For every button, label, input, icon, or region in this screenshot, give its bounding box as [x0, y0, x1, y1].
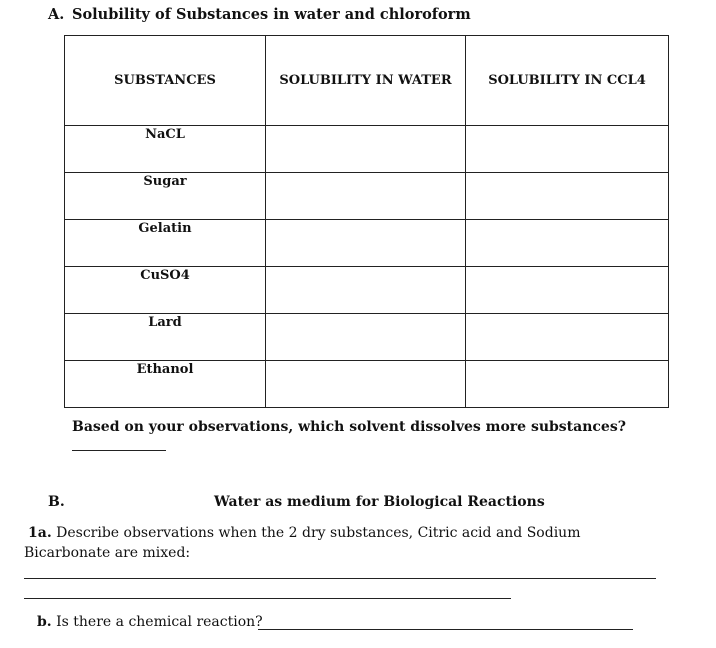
- section-b-number: B.: [48, 494, 65, 510]
- answer-line-solvent[interactable]: [72, 450, 166, 451]
- question-1a-label: 1a.: [28, 525, 52, 541]
- section-a-title: [48, 6, 471, 23]
- header-substances: SUBSTANCES: [65, 36, 266, 126]
- ccl4-solubility-cell[interactable]: [466, 220, 669, 267]
- ccl4-solubility-cell[interactable]: [466, 126, 669, 173]
- ccl4-solubility-cell[interactable]: [466, 173, 669, 220]
- ccl4-solubility-cell[interactable]: [466, 314, 669, 361]
- answer-line-1a[interactable]: [24, 578, 656, 579]
- substance-cell: NaCL: [65, 126, 266, 173]
- answer-line-1a-continued[interactable]: [24, 598, 511, 599]
- substance-cell: Gelatin: [65, 220, 266, 267]
- header-solubility-ccl4: SOLUBILITY IN CCL4: [466, 36, 669, 126]
- table-header-row: [65, 36, 669, 126]
- table-row: [65, 361, 669, 408]
- water-solubility-cell[interactable]: [266, 314, 466, 361]
- table-row: [65, 220, 669, 267]
- question-1b-label: b.: [37, 614, 52, 630]
- question-1b-text: Is there a chemical reaction?: [56, 614, 263, 630]
- header-solubility-water: SOLUBILITY IN WATER: [266, 36, 466, 126]
- water-solubility-cell[interactable]: [266, 126, 466, 173]
- question-1a: [24, 523, 664, 563]
- table-row: [65, 267, 669, 314]
- table-row: [65, 126, 669, 173]
- water-solubility-cell[interactable]: [266, 267, 466, 314]
- table-row: [65, 173, 669, 220]
- question-1b: [37, 614, 263, 630]
- section-a-title-text: Solubility of Substances in water and chloroform: [72, 6, 471, 23]
- solubility-table: [64, 35, 669, 408]
- table-row: [65, 314, 669, 361]
- question-solvent: Based on your observations, which solvent dissolves more substances?: [72, 419, 626, 435]
- answer-line-1b[interactable]: [258, 629, 633, 630]
- water-solubility-cell[interactable]: [266, 361, 466, 408]
- section-b-title: Water as medium for Biological Reactions: [214, 494, 545, 510]
- water-solubility-cell[interactable]: [266, 173, 466, 220]
- substance-cell: Lard: [65, 314, 266, 361]
- substance-cell: CuSO4: [65, 267, 266, 314]
- water-solubility-cell[interactable]: [266, 220, 466, 267]
- section-a-number: A.: [48, 6, 65, 23]
- question-1a-text: Describe observations when the 2 dry substances, Citric acid and Sodium Bicarbonate are mixed:: [24, 525, 581, 561]
- ccl4-solubility-cell[interactable]: [466, 267, 669, 314]
- substance-cell: Sugar: [65, 173, 266, 220]
- ccl4-solubility-cell[interactable]: [466, 361, 669, 408]
- substance-cell: Ethanol: [65, 361, 266, 408]
